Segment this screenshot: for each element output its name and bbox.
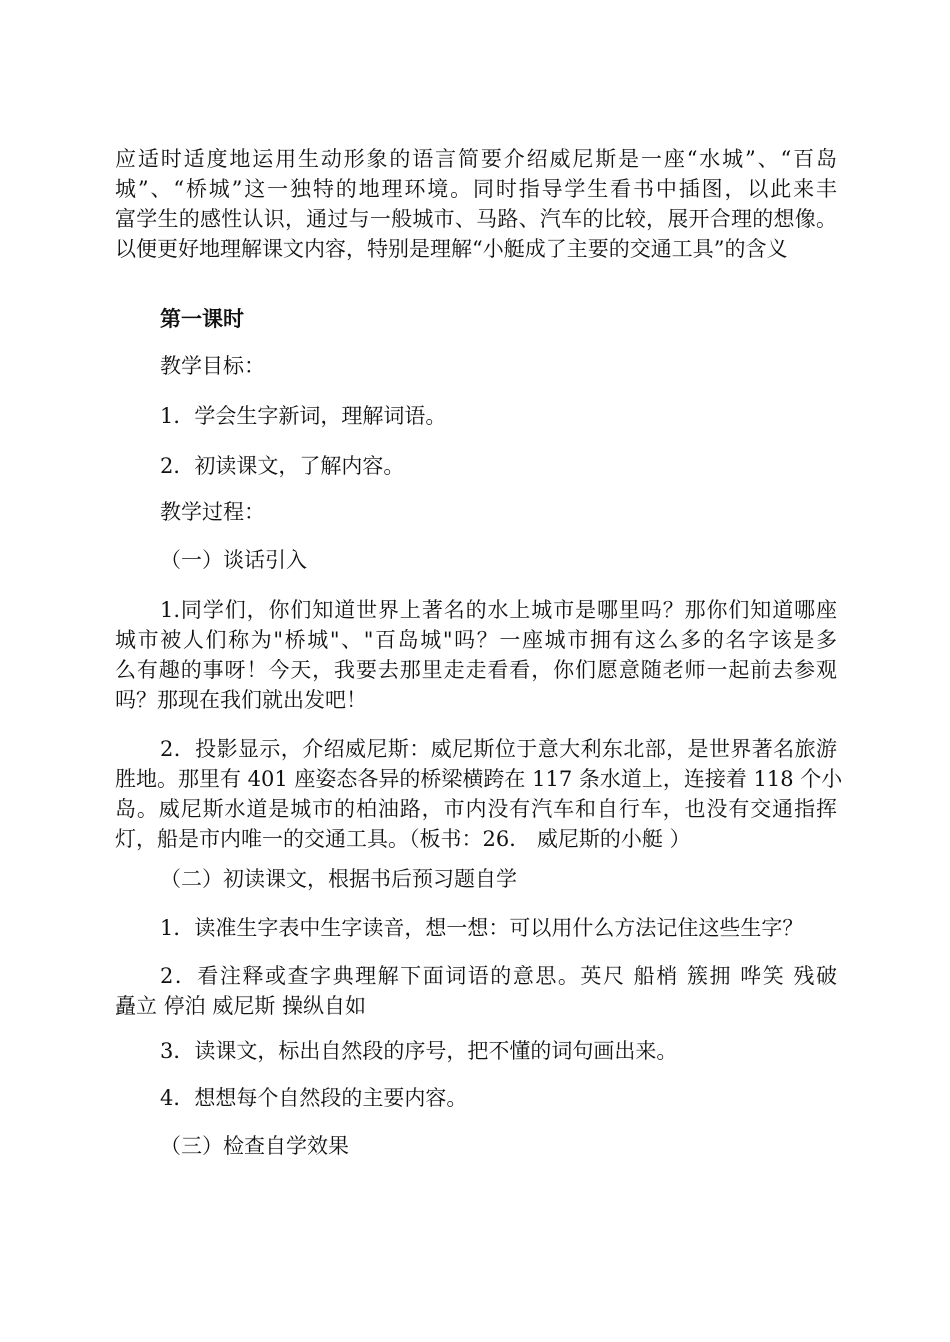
lesson-title: 第一课时 [160,306,244,331]
para-1-line-3: 么有趣的事呀！今天，我要去那里走走看看，你们愿意随老师一起前去参观 [115,658,837,682]
step-1: 1．读准生字表中生字读音，想一想：可以用什么方法记住这些生字？ [160,916,804,940]
step-3: 3．读课文，标出自然段的序号，把不懂的词句画出来。 [160,1039,678,1063]
para-1-line-4: 吗？那现在我们就出发吧！ [115,688,367,712]
para-1-line-2: 城市被人们称为"桥城"、"百岛城"吗？一座城市拥有这么多的名字该是多 [115,628,837,652]
intro-line-2: 城”、“桥城”这一独特的地理环境。同时指导学生看书中插图，以此来丰 [115,177,837,201]
para-2-line-4: 灯，船是市内唯一的交通工具。（板书：26． 威尼斯的小艇 ） [115,827,691,851]
intro-line-1: 应适时适度地运用生动形象的语言简要介绍威尼斯是一座“水城”、“百岛 [115,147,837,171]
goal-1: 1．学会生字新词，理解词语。 [160,404,447,428]
step-2-line-1: 2．看注释或查字典理解下面词语的意思。英尺 船梢 簇拥 哗笑 残破 [160,964,837,988]
section-2-title: （二）初读课文，根据书后预习题自学 [160,867,517,891]
step-2-line-2: 矗立 停泊 威尼斯 操纵自如 [115,994,367,1018]
section-3-title: （三）检查自学效果 [160,1134,349,1158]
process-label: 教学过程： [160,500,265,524]
section-1-title: （一）谈话引入 [160,548,307,572]
step-4: 4．想想每个自然段的主要内容。 [160,1086,468,1110]
intro-line-4: 以便更好地理解课文内容，特别是理解“小艇成了主要的交通工具”的含义 [115,237,788,261]
para-2-line-1: 2．投影显示，介绍威尼斯：威尼斯位于意大利东北部，是世界著名旅游 [160,737,837,761]
para-1-line-1: 1.同学们，你们知道世界上著名的水上城市是哪里吗？那你们知道哪座 [160,598,837,622]
para-2-line-2: 胜地。那里有 401 座姿态各异的桥梁横跨在 117 条水道上，连接着 118 个小 [115,767,843,791]
para-2-line-3: 岛。威尼斯水道是城市的柏油路，市内没有汽车和自行车，也没有交通指挥 [115,797,837,821]
goals-label: 教学目标： [160,354,265,378]
goal-2: 2．初读课文，了解内容。 [160,454,405,478]
intro-line-3: 富学生的感性认识，通过与一般城市、马路、汽车的比较，展开合理的想像。 [115,207,837,231]
